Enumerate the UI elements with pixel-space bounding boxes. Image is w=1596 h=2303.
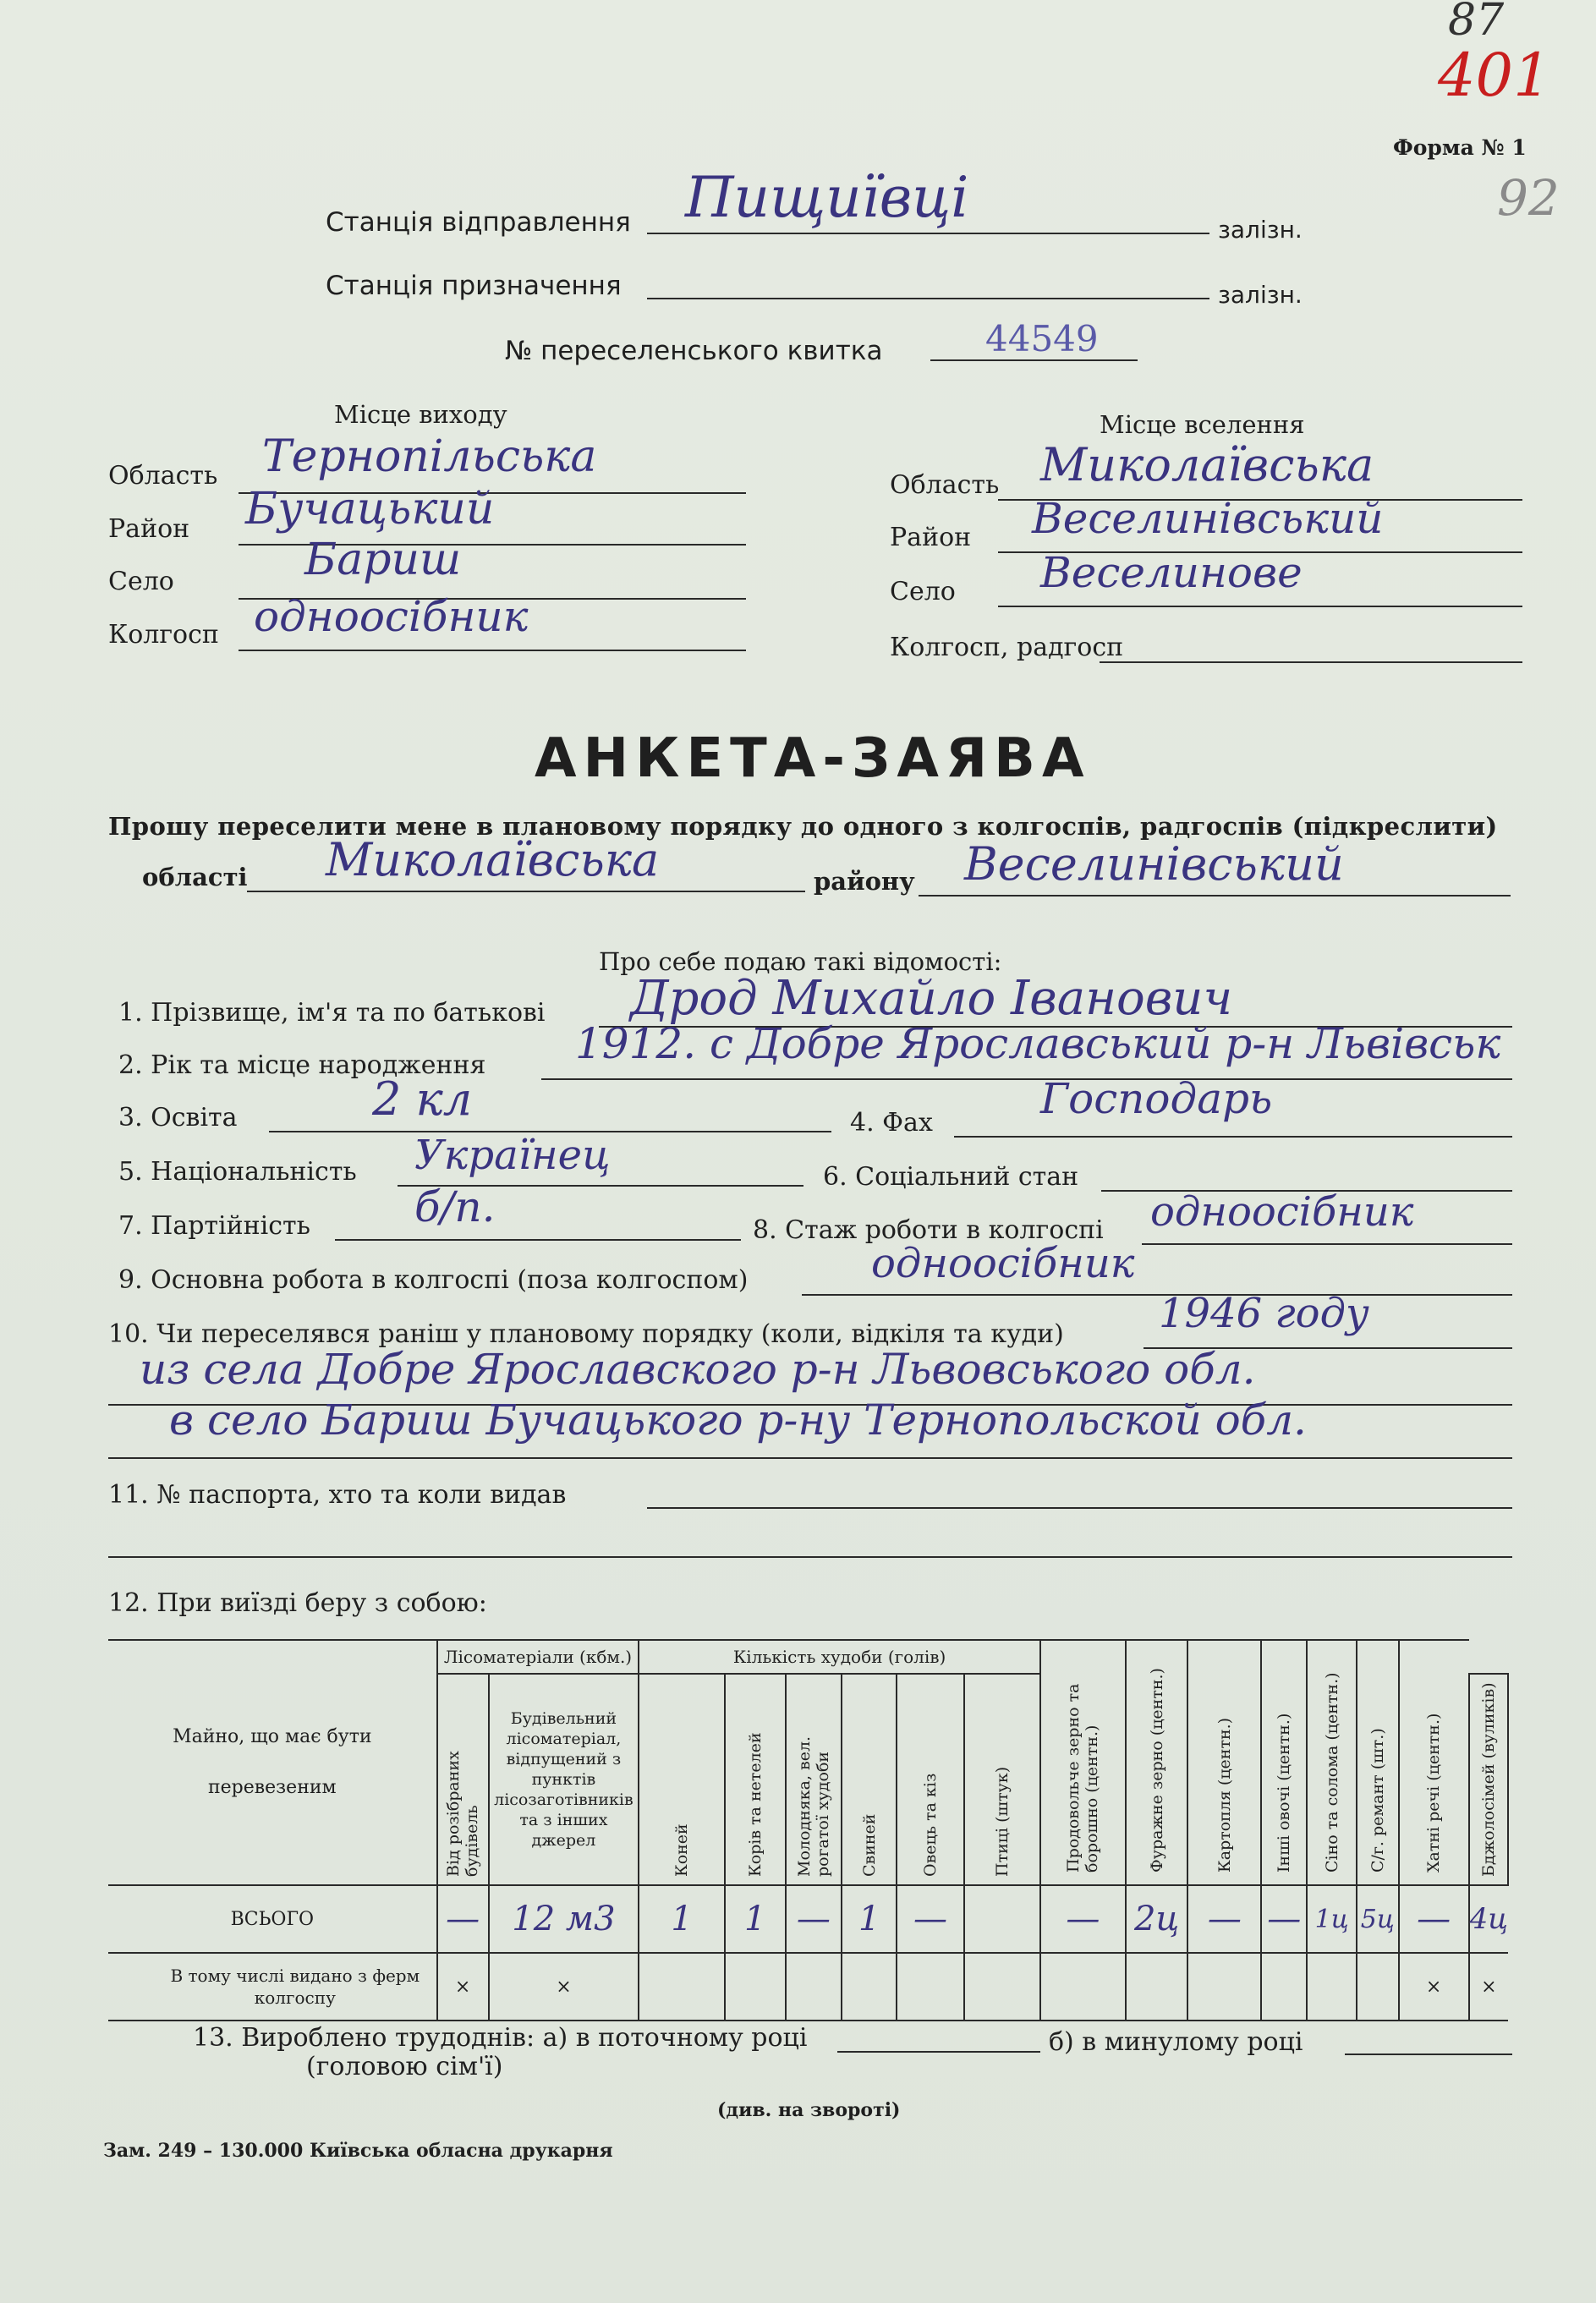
total-potato: — (1261, 1885, 1307, 1953)
destination-selo-value: Веселинове (1040, 548, 1303, 597)
field-9-label: 9. Основна робота в колгоспі (поза колгоспом) (118, 1265, 749, 1295)
field-12-label: 12. При виїзді беру з собою: (108, 1588, 487, 1618)
origin-selo-value: Бариш (304, 535, 462, 585)
destination-station-label: Станція призначення (326, 271, 622, 301)
field-7-label: 7. Партійність (118, 1211, 310, 1241)
timber-group-header: Лісоматеріали (кбм.) (437, 1640, 639, 1674)
field-11-label: 11. № паспорта, хто та коли видав (108, 1480, 567, 1510)
archive-mark-red: 401 (1438, 41, 1551, 110)
origin-oblast-value: Тернопільська (262, 431, 597, 482)
request-oblast-line (247, 891, 805, 892)
col-cows: Корів та нетелей (745, 1732, 765, 1877)
total-sheep: — (897, 1885, 963, 1953)
col-birds: Птиці (штук) (992, 1766, 1012, 1877)
destination-rayon-value: Веселинівський (1032, 494, 1384, 543)
total-cows: 1 (725, 1885, 786, 1953)
col-own: Від розібраних будівель (444, 1751, 482, 1877)
total-own: — (437, 1885, 489, 1953)
goods-table (108, 1639, 1509, 2021)
field-10-value-1: 1946 году (1159, 1290, 1369, 1337)
field-13-label: 13. Вироблено трудоднів: а) в поточному році (193, 2023, 808, 2053)
request-rayon-value: Веселинівський (964, 837, 1344, 891)
field-2-line (541, 1078, 1512, 1080)
intro-text: Про себе подаю такі відомості: (599, 947, 1002, 976)
field-10-label: 10. Чи переселявся раніш у плановому порядку (коли, відкіля та куди) (108, 1319, 1064, 1349)
destination-selo-line (998, 606, 1522, 607)
origin-oblast-label: Область (108, 461, 218, 491)
col-sheep: Овець та кіз (921, 1773, 941, 1877)
total-food: 2ц (1126, 1885, 1188, 1953)
ticket-line (930, 359, 1138, 361)
origin-selo-label: Село (108, 567, 174, 596)
field-13-line-b (1345, 2054, 1512, 2055)
field-10-value-2: из села Добре Ярославского р-н Львовського обл. (140, 1345, 1256, 1394)
col-potato: Картопля (центн.) (1215, 1717, 1234, 1873)
field-8-value: одноосібник (1150, 1188, 1414, 1236)
destination-title: Місце вселення (1100, 410, 1305, 439)
field-5-value: Українец (414, 1132, 611, 1179)
total-young: — (786, 1885, 842, 1953)
origin-rayon-value: Бучацький (245, 484, 495, 535)
total-veg: 1ц (1307, 1885, 1357, 1953)
archive-mark-top: 87 (1448, 0, 1505, 46)
departure-value: Пищиївці (685, 165, 969, 230)
col-young: Молодняка, вел. рогатої худоби (794, 1735, 832, 1877)
total-birds (964, 1885, 1040, 1953)
field-8-label: 8. Стаж роботи в колгоспі (753, 1215, 1104, 1245)
destination-oblast-label: Область (890, 470, 1000, 500)
total-horses: 1 (639, 1885, 725, 1953)
col-bees: Бджолосімей (вуликів) (1478, 1682, 1498, 1877)
field-1-value: Дрод Михайло Іванович (630, 971, 1233, 1026)
total-issued: 12 м3 (489, 1885, 639, 1953)
col-property-header: Майно, що має бути перевезеним (108, 1640, 437, 1885)
total-tools: — (1399, 1885, 1469, 1953)
field-2-value: 1912. с Добре Ярославський р-н Львівськ (575, 1019, 1501, 1068)
field-4-label: 4. Фах (850, 1108, 933, 1138)
row-total-label: ВСЬОГО (108, 1885, 437, 1953)
total-home: 4ц (1469, 1885, 1508, 1953)
request-oblast-label: області (142, 863, 248, 891)
field-13-b-label: б) в минулому році (1049, 2027, 1303, 2057)
field-3-value: 2 кл (372, 1072, 473, 1126)
origin-kolhosp-line (239, 650, 746, 651)
field-7-line (335, 1239, 741, 1241)
field-13-sub: (головою сім'ї) (306, 2052, 503, 2081)
col-pigs: Свиней (859, 1813, 879, 1877)
col-home: Хатні речі (центн.) (1424, 1713, 1444, 1873)
field-1-label: 1. Прізвище, ім'я та по батькові (118, 998, 546, 1028)
ticket-value: 44549 (985, 318, 1099, 359)
see-back-note: (див. на звороті) (717, 2099, 901, 2121)
col-issued: Будівельний лісоматеріал, відпущений з пунктів лісозаготівників та з інших джерел (494, 1709, 633, 1850)
col-food: Продовольче зерно та борошно (центн.) (1064, 1683, 1102, 1873)
form-title: АНКЕТА-ЗАЯВА (535, 727, 1091, 790)
ticket-label: № переселенського квитка (505, 336, 883, 366)
field-3-label: 3. Освіта (118, 1103, 238, 1132)
table-row-kolhosp (108, 1953, 1508, 2021)
col-horses: Коней (672, 1823, 692, 1877)
row-kolhosp-label: В тому числі видано з ферм колгоспу (108, 1953, 437, 2021)
field-11-line (647, 1507, 1512, 1509)
kolhosp-tools: × (1399, 1953, 1469, 2021)
form-number: Форма № 1 (1393, 135, 1527, 160)
destination-selo-label: Село (890, 577, 956, 606)
field-4-value: Господарь (1040, 1074, 1273, 1123)
request-rayon-label: району (814, 867, 915, 896)
field-2-label: 2. Рік та місце народження (118, 1050, 486, 1080)
total-hay: 5ц (1357, 1885, 1398, 1953)
field-4-line (954, 1136, 1512, 1138)
field-8-line (1142, 1243, 1512, 1245)
destination-kolhosp-label: Колгосп, радгосп (890, 633, 1124, 662)
request-line: Прошу переселити мене в плановому порядку до одного з колгоспів, радгоспів (підкреслити) (108, 812, 1498, 841)
total-pigs: 1 (842, 1885, 897, 1953)
origin-kolhosp-value: одноосібник (254, 592, 529, 641)
origin-title: Місце виходу (334, 400, 507, 429)
field-10-line-3 (108, 1457, 1512, 1459)
origin-rayon-label: Район (108, 514, 190, 544)
destination-station-line (647, 298, 1209, 299)
table-row-total (108, 1885, 1508, 1953)
departure-suffix: залізн. (1218, 216, 1303, 244)
printer-note: Зам. 249 – 130.000 Київська обласна друкарня (103, 2140, 613, 2162)
destination-kolhosp-line (1100, 661, 1522, 663)
field-11-line-2 (108, 1556, 1512, 1558)
total-fodder: — (1187, 1885, 1261, 1953)
field-9-line (802, 1294, 1512, 1296)
departure-line (647, 233, 1209, 234)
col-veg: Інші овочі (центн.) (1275, 1713, 1294, 1873)
departure-label: Станція відправлення (326, 207, 631, 238)
destination-station-suffix: залізн. (1218, 281, 1303, 309)
archive-mark-grey: 92 (1497, 169, 1560, 227)
request-rayon-line (919, 895, 1511, 897)
request-oblast-value: Миколаївська (326, 833, 660, 886)
destination-oblast-value: Миколаївська (1040, 438, 1374, 491)
col-fodder: Фуражне зерно (центн.) (1147, 1668, 1166, 1873)
field-13-line-a (837, 2051, 1040, 2053)
destination-rayon-label: Район (890, 523, 972, 552)
cattle-group-header: Кількість худоби (голів) (639, 1640, 1040, 1674)
col-hay: Сіно та солома (центн.) (1322, 1672, 1341, 1873)
kolhosp-home: × (1469, 1953, 1508, 2021)
col-tools: С/г. ремант (шт.) (1368, 1728, 1387, 1873)
field-7-value: б/п. (414, 1182, 496, 1231)
field-5-label: 5. Національність (118, 1157, 357, 1187)
kolhosp-own: × (437, 1953, 489, 2021)
kolhosp-issued: × (489, 1953, 639, 2021)
field-10-value-3: в село Бариш Бучацького р-ну Тернопольской обл. (169, 1396, 1307, 1445)
field-9-value: одноосібник (871, 1240, 1135, 1287)
origin-kolhosp-label: Колгосп (108, 620, 219, 650)
total-bees: — (1040, 1885, 1126, 1953)
field-6-label: 6. Соціальний стан (823, 1162, 1079, 1192)
